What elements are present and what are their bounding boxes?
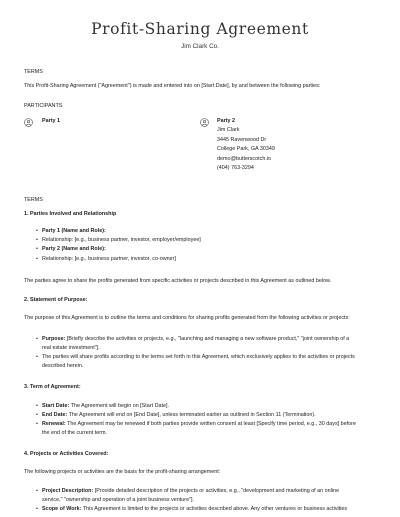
s4-text: The following projects or activities are the basis for the profit-sharing arrangement: [24,469,221,475]
user-icon [24,118,33,127]
bullet-glyph: • [36,354,38,360]
s1-item-relationship2: Relationship: [e.g., business partner, investor, co-owner] [42,256,176,262]
s1-item-party1: Party 1 (Name and Role): [42,228,106,234]
s1-after-text: The parties agree to share the profits generated from specific activities or projects described in this Agreement as outlined below. [24,278,332,284]
start-text: The Agreement will begin on [Start Date]. [69,403,169,409]
s2-purpose-cont: real estate investment"]. [42,345,100,351]
section4-heading: 4. Projects or Activities Covered: [24,451,109,457]
s3-start [42,403,169,410]
s3-end [42,412,316,419]
document-title: Profit-Sharing Agreement [91,20,309,38]
s4-description-cont: service," "ownership and operation of a joint business venture"]. [42,497,194,503]
party1-label: Party 1 [42,118,60,124]
bullet-glyph: • [36,421,38,427]
purpose-text: [Briefly describe the activities or projects, e.g., "launching and managing a new software product," "joint ownership of a [65,336,350,342]
user-icon [200,118,209,127]
participants-heading: PARTICIPANTS [24,103,63,109]
bullet-glyph: • [36,412,38,418]
party2-email: demo@butterscotch.io [217,156,272,162]
s1-item-party2: Party 2 (Name and Role): [42,246,106,252]
s3-renewal-cont: the end of the current term. [42,430,108,436]
scope-label: Scope of Work: [42,506,82,512]
bullet-glyph: • [36,336,38,342]
renewal-label: Renewal: [42,421,66,427]
bullet-glyph: • [36,237,38,243]
s4-scope [42,506,347,513]
purpose-label: Purpose: [42,336,66,342]
s2-purpose [42,336,349,343]
s2-share-cont: described herein. [42,363,84,369]
s1-item-relationship1: Relationship: [e.g., business partner, investor, employer/employee] [42,237,201,243]
party2-phone: (404) 763-3294 [217,165,254,171]
bullet-glyph: • [36,506,38,512]
description-label: Project Description: [42,488,94,494]
bullet-glyph: • [36,228,38,234]
party2-street: 3445 Ravenwood Dr [217,137,267,143]
section1-heading: 1. Parties Involved and Relationship [24,211,117,217]
s2-share: The parties will share profits according to the terms set forth in this Agreement, which exclusively applies to the activities or projects [42,354,355,360]
terms-heading: TERMS [24,197,43,203]
s3-renewal [42,421,356,428]
company-name: Jim Clark Co. [181,43,219,50]
section2-heading: 2. Statement of Purpose: [24,297,88,303]
intro-heading: TERMS [24,69,43,75]
s4-description [42,488,339,495]
party2-city: College Park, GA 30349 [217,146,275,152]
s2-text: The purpose of this Agreement is to outline the terms and conditions for sharing profits generated from the following activities or projects: [24,315,350,321]
description-text: [Provide detailed description of the projects or activities, e.g., "development and marketing of an online [93,488,340,494]
bullet-glyph: • [36,488,38,494]
party2-name: Jim Clark [217,127,240,133]
bullet-glyph: • [36,256,38,262]
bullet-glyph: • [36,403,38,409]
bullet-glyph: • [36,246,38,252]
section3-heading: 3. Term of Agreement: [24,384,81,390]
end-text: The Agreement will end on [End Date], unless terminated earlier as outlined in Section 11 (Termination). [67,412,316,418]
start-label: Start Date: [42,403,70,409]
renewal-text: The Agreement may be renewed if both parties provide written consent at least [Specify time period, e.g., 30 days] before [65,421,356,427]
scope-text: This Agreement is limited to the projects or activities described above. Any other ventures or business activities [81,506,348,512]
party2-label: Party 2 [217,118,235,124]
end-label: End Date: [42,412,68,418]
intro-text: This Profit-Sharing Agreement ("Agreement") is made and entered into on [Start Date], by and between the following parties: [24,83,321,89]
